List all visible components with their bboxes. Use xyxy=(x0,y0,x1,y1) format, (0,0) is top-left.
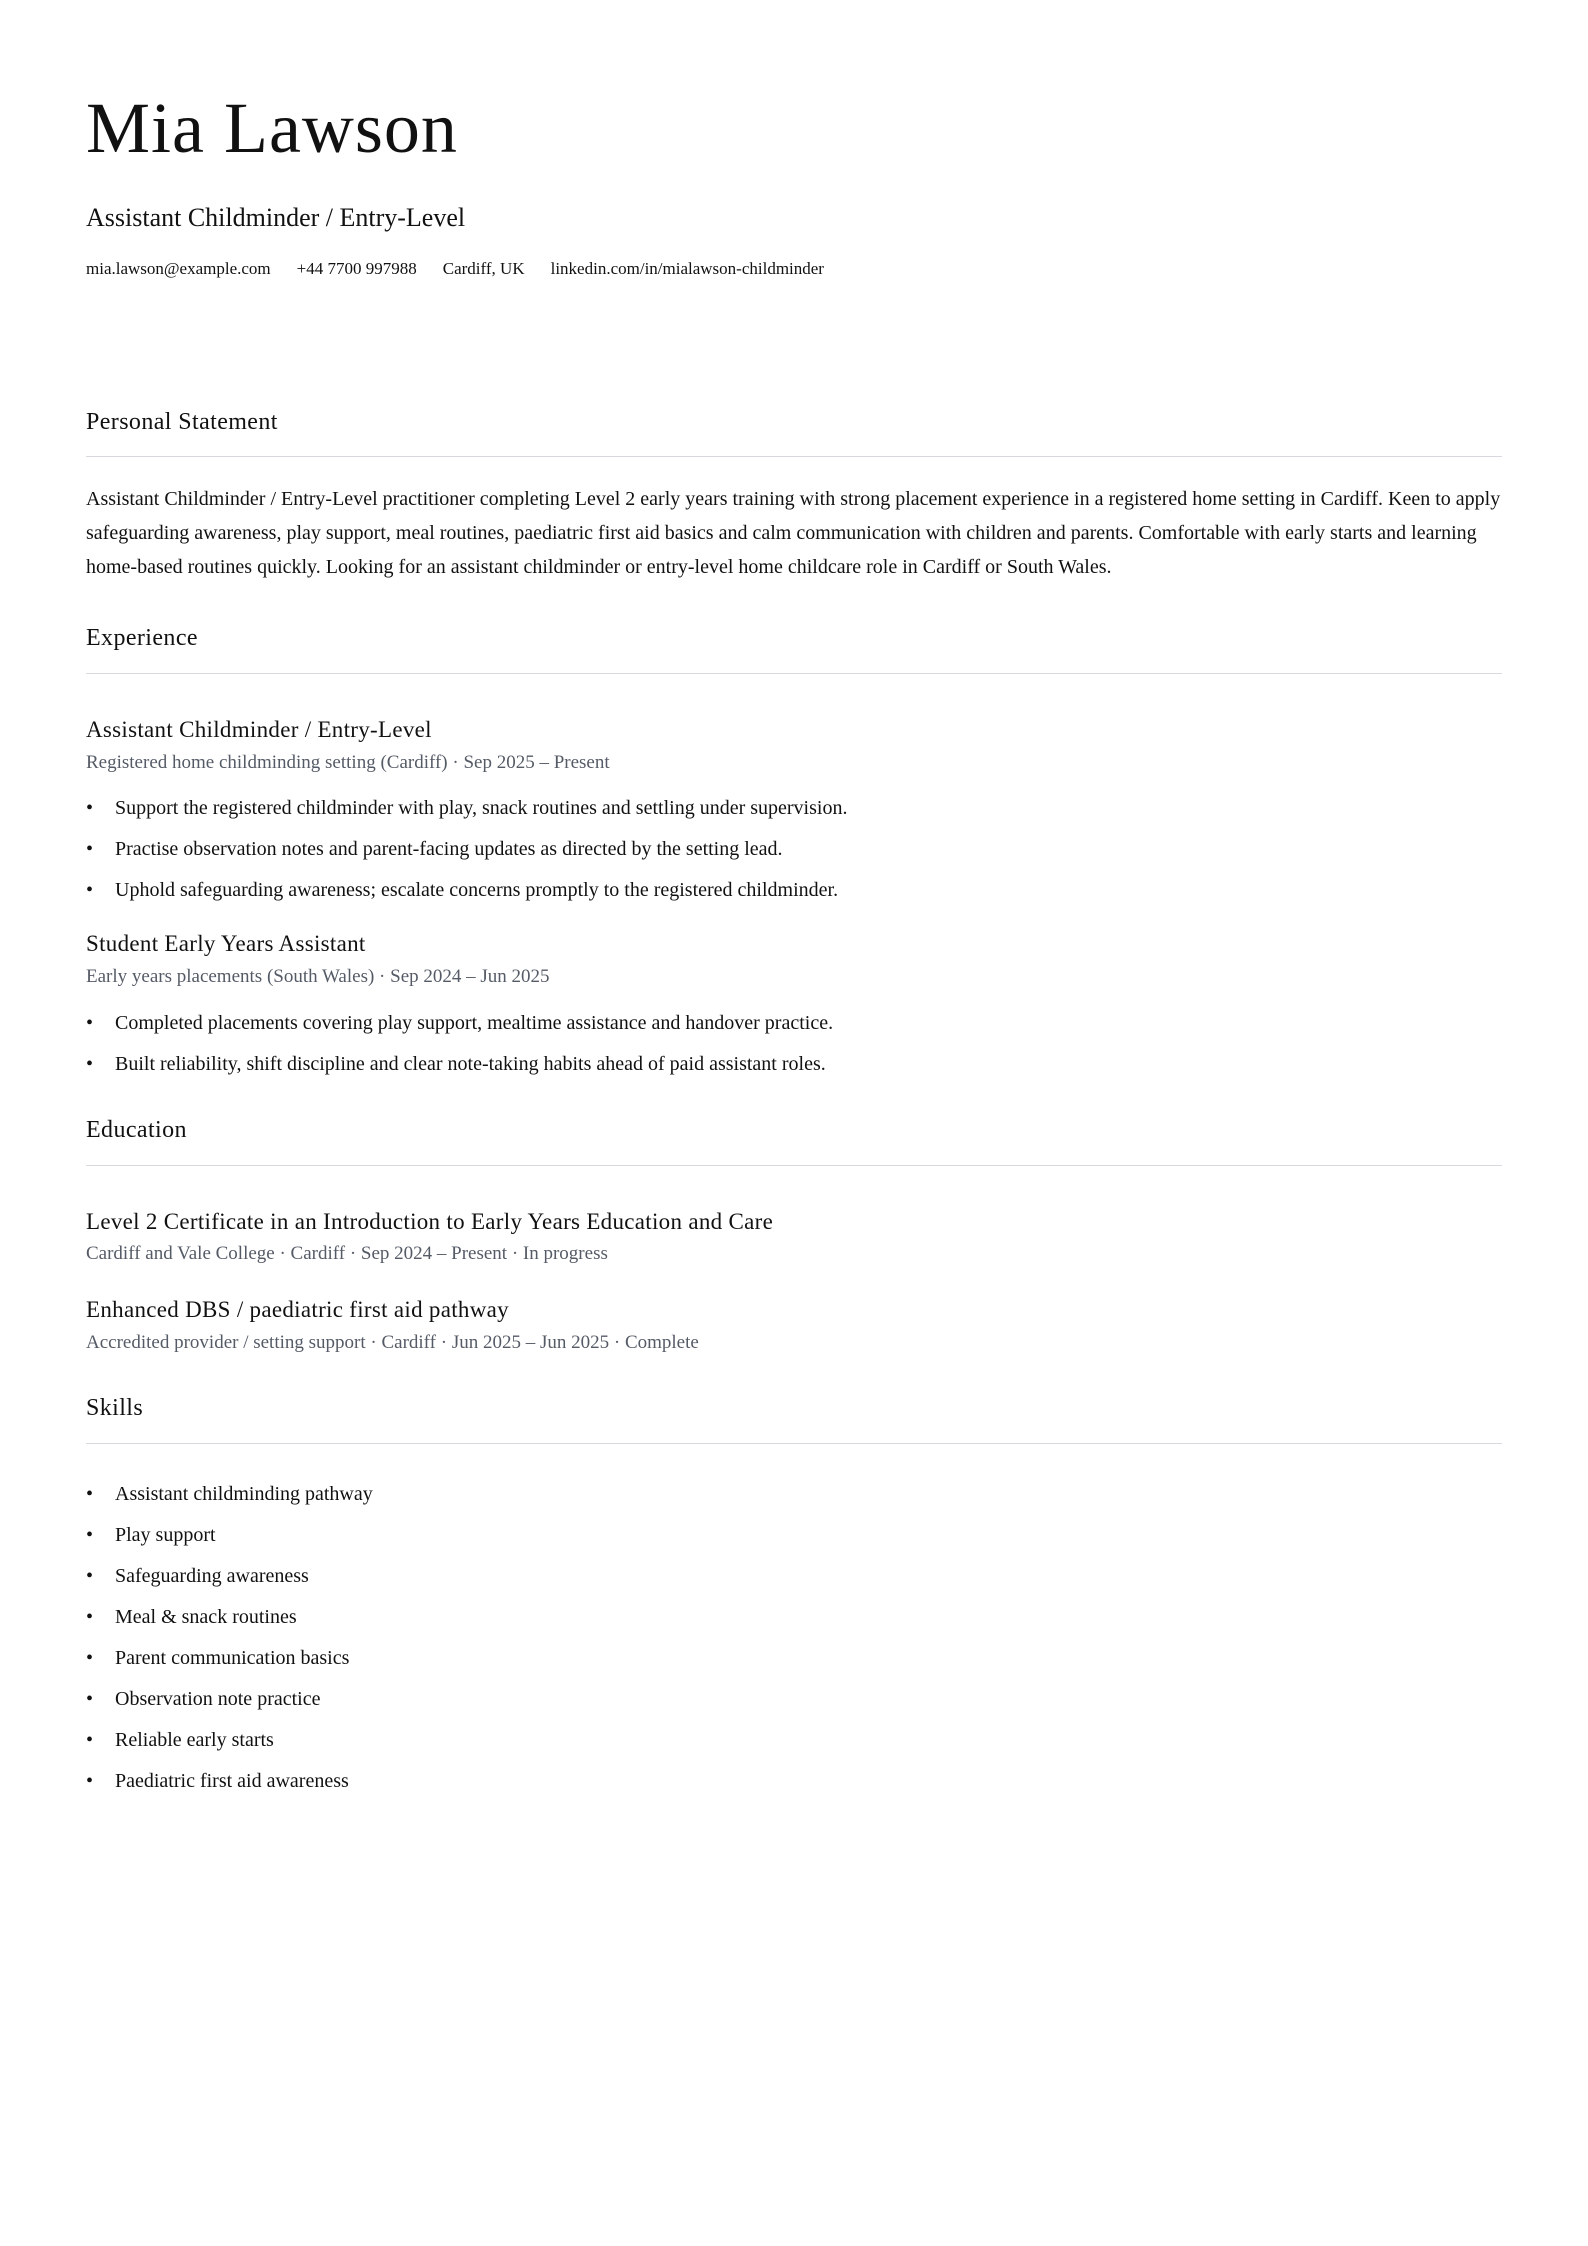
list-item: • Support the registered childminder with play, snack routines and settling under supervision. xyxy=(86,796,1502,820)
education-section xyxy=(86,1116,1502,1355)
skill-item: • Play support xyxy=(86,1523,1502,1547)
contact-phone: +44 7700 997988 xyxy=(296,259,417,279)
job-bullets xyxy=(86,796,1502,902)
contact-location: Cardiff, UK xyxy=(442,259,525,279)
job-bullets xyxy=(86,1011,1502,1076)
section-divider xyxy=(86,1165,1502,1166)
skill-item: • Reliable early starts xyxy=(86,1728,1502,1752)
skill-item: • Meal & snack routines xyxy=(86,1605,1502,1629)
job-meta: Registered home childminding setting (Cardiff) · Sep 2025 – Present xyxy=(86,751,610,773)
education-entry xyxy=(86,1208,1502,1266)
personal-statement-section xyxy=(86,408,1502,585)
experience-section xyxy=(86,624,1502,1076)
skill-item: • Observation note practice xyxy=(86,1687,1502,1711)
contact-linkedin: linkedin.com/in/mialawson-childminder xyxy=(550,259,824,279)
list-item: • Built reliability, shift discipline and clear note-taking habits ahead of paid assistant roles. xyxy=(86,1052,1502,1076)
section-title: Experience xyxy=(86,625,198,652)
section-divider xyxy=(86,456,1502,457)
skills-section xyxy=(86,1394,1502,1793)
qualification-meta: Accredited provider / setting support · Cardiff · Jun 2025 – Jun 2025 · Complete xyxy=(86,1331,699,1353)
experience-entry xyxy=(86,930,1502,1075)
candidate-name: Mia Lawson xyxy=(86,88,458,168)
section-title: Skills xyxy=(86,1395,144,1422)
qualification-title: Enhanced DBS / paediatric first aid pathway xyxy=(86,1296,509,1322)
skill-item: • Assistant childminding pathway xyxy=(86,1482,1502,1506)
section-title: Education xyxy=(86,1116,187,1143)
qualification-meta: Cardiff and Vale College · Cardiff · Sep 2024 – Present · In progress xyxy=(86,1243,608,1265)
candidate-role: Assistant Childminder / Entry-Level xyxy=(86,203,466,232)
job-meta: Early years placements (South Wales) · Sep 2024 – Jun 2025 xyxy=(86,965,550,987)
skill-item: • Safeguarding awareness xyxy=(86,1564,1502,1588)
skills-list xyxy=(86,1482,1502,1793)
education-entry xyxy=(86,1296,1502,1354)
section-divider xyxy=(86,1443,1502,1444)
contact-details xyxy=(86,259,1502,279)
experience-entry xyxy=(86,716,1502,902)
job-title: Student Early Years Assistant xyxy=(86,931,366,957)
section-divider xyxy=(86,673,1502,674)
list-item: • Uphold safeguarding awareness; escalate concerns promptly to the registered childminder. xyxy=(86,878,1502,902)
skill-item: • Paediatric first aid awareness xyxy=(86,1769,1502,1793)
resume-header xyxy=(86,88,1502,280)
skill-item: • Parent communication basics xyxy=(86,1646,1502,1670)
qualification-title: Level 2 Certificate in an Introduction to Early Years Education and Care xyxy=(86,1208,774,1234)
job-title: Assistant Childminder / Entry-Level xyxy=(86,716,432,742)
list-item: • Completed placements covering play support, mealtime assistance and handover practice. xyxy=(86,1011,1502,1035)
list-item: • Practise observation notes and parent-facing updates as directed by the setting lead. xyxy=(86,837,1502,861)
contact-email: mia.lawson@example.com xyxy=(86,259,271,279)
section-title: Personal Statement xyxy=(86,408,278,435)
personal-statement-text: Assistant Childminder / Entry-Level practitioner completing Level 2 early years training with strong placement experience in a registered home setting in Cardiff. Keen to apply safeguarding awareness, play support, meal routines, paediatric first aid basics and calm communication with children and parents. Comfortable with early starts and learning home-based routines quickly. Looking for an assistant childminder or entry-level home childcare role in Cardiff or South Wales. xyxy=(86,488,1501,578)
